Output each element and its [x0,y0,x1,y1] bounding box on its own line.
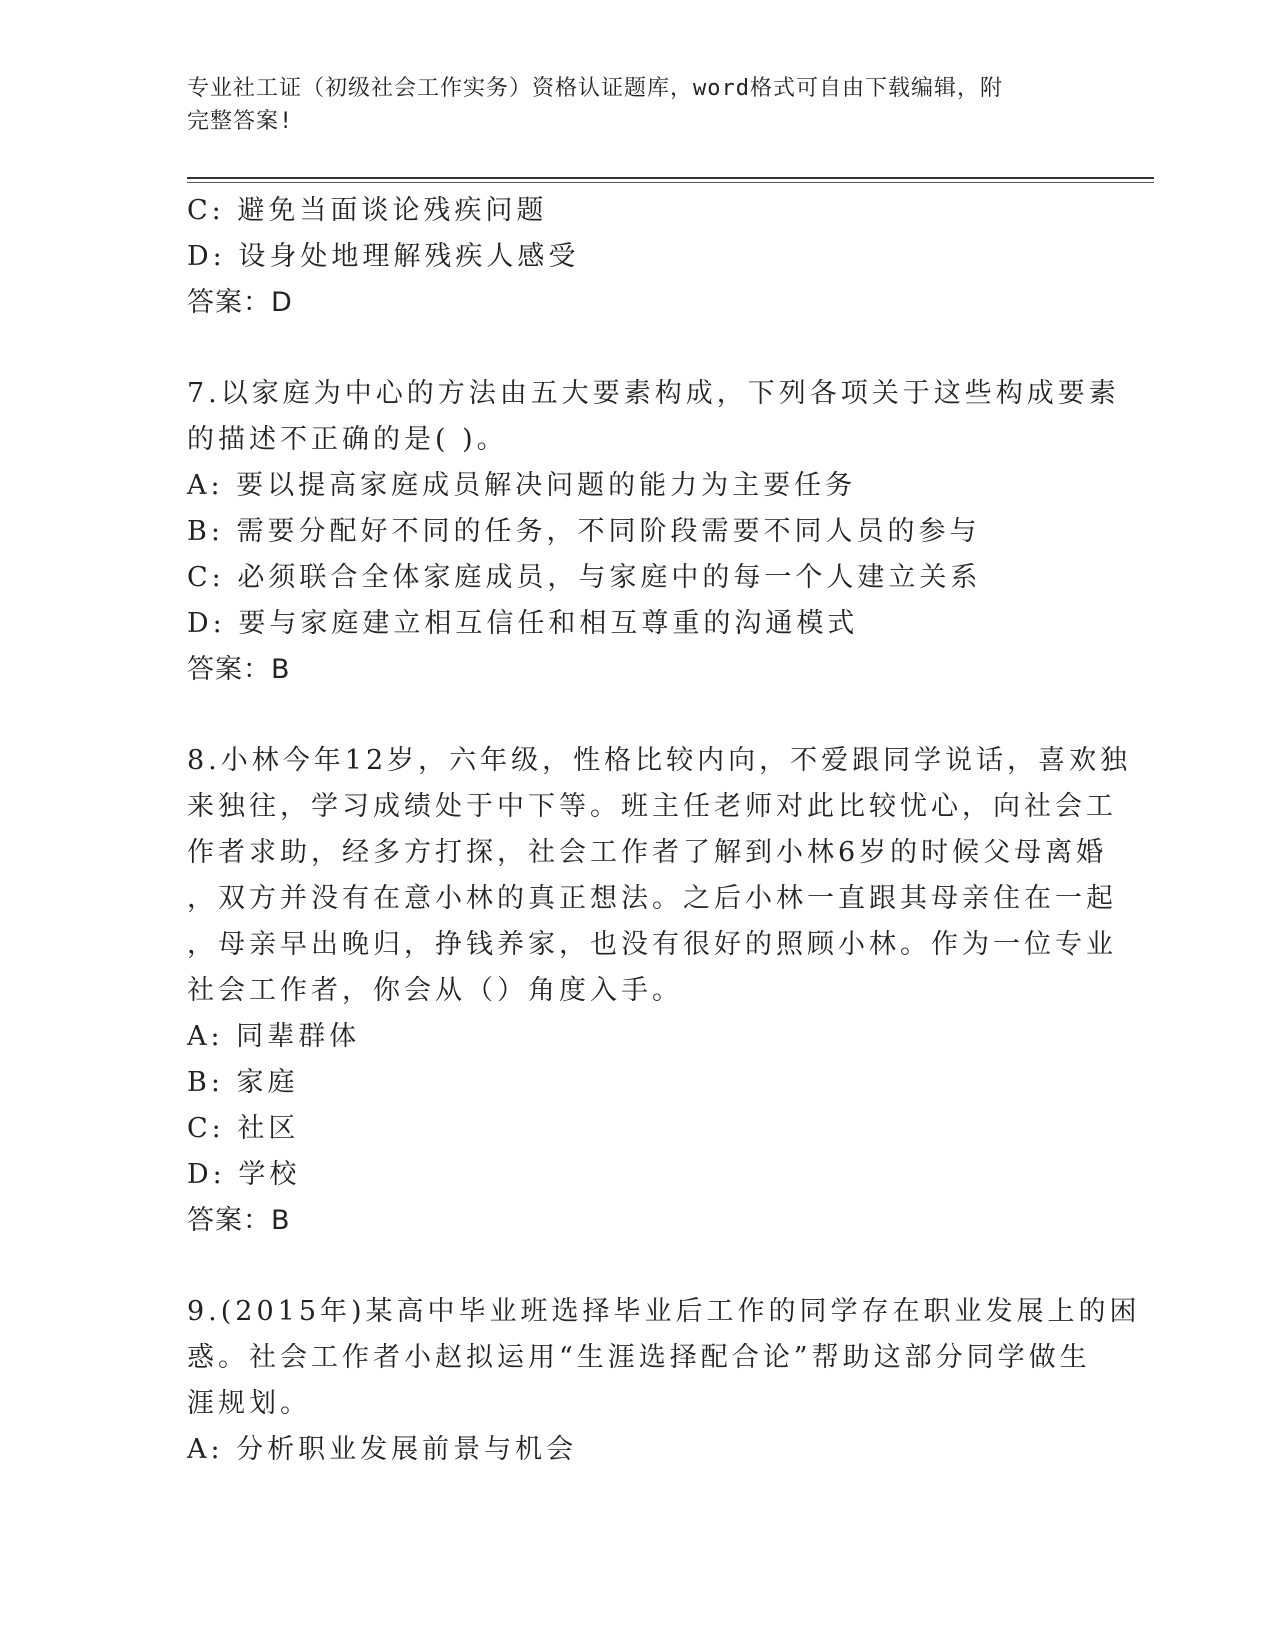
question-6-tail [187,188,1077,326]
header-title-line-1: 专业社工证（初级社会工作实务）资格认证题库，word格式可自由下载编辑，附 [187,76,1003,101]
option-d: D: 设身处地理解残疾人感受 [187,241,580,272]
answer-line: 答案：B [187,1205,291,1236]
spacer [187,1244,1077,1289]
question-stem-line: 惑。社会工作者小赵拟运用“生涯选择配合论”帮助这部分同学做生 [187,1342,1091,1373]
option-a: A: 同辈群体 [187,1021,361,1052]
question-stem-line: 涯规划。 [187,1388,311,1419]
option-d: D: 学校 [187,1159,301,1190]
question-content [187,188,1141,1473]
question-9 [187,1289,1141,1473]
option-a: A: 要以提高家庭成员解决问题的能力为主要任务 [187,470,857,501]
option-c: C: 必须联合全体家庭成员，与家庭中的每一个人建立关系 [187,562,982,593]
question-7 [187,371,1120,693]
header-title-line-2: 完整答案! [187,109,294,134]
option-b: B: 需要分配好不同的任务，不同阶段需要不同人员的参与 [187,516,981,547]
question-stem-line: ，母亲早出晚归，挣钱养家，也没有很好的照顾小林。作为一位专业 [187,929,1117,960]
page-header [187,72,1087,138]
question-stem-line: 的描述不正确的是( )。 [187,424,508,455]
question-stem-line: 来独往，学习成绩处于中下等。班主任老师对此比较忧心，向社会工 [187,791,1117,822]
header-divider-thin [187,182,1154,183]
question-stem-line: 8.小林今年12岁，六年级，性格比较内向，不爱跟同学说话，喜欢独 [187,745,1132,776]
header-divider-thick [187,177,1154,179]
spacer [187,326,1077,371]
option-a: A: 分析职业发展前景与机会 [187,1434,578,1465]
question-8 [187,738,1132,1244]
question-stem-line: 社会工作者，你会从（）角度入手。 [187,975,683,1006]
question-stem-line: ，双方并没有在意小林的真正想法。之后小林一直跟其母亲住在一起 [187,883,1117,914]
question-stem-line: 9.(2015年)某高中毕业班选择毕业后工作的同学存在职业发展上的困 [187,1296,1141,1327]
spacer [187,693,1077,738]
option-c: C: 避免当面谈论残疾问题 [187,195,548,226]
option-b: B: 家庭 [187,1067,299,1098]
answer-line: 答案：B [187,654,291,685]
question-stem-line: 7.以家庭为中心的方法由五大要素构成，下列各项关于这些构成要素 [187,378,1120,409]
option-c: C: 社区 [187,1113,300,1144]
answer-line: 答案：D [187,287,293,318]
option-d: D: 要与家庭建立相互信任和相互尊重的沟通模式 [187,608,859,639]
question-stem-line: 作者求助，经多方打探，社会工作者了解到小林6岁的时候父母离婚 [187,837,1108,868]
